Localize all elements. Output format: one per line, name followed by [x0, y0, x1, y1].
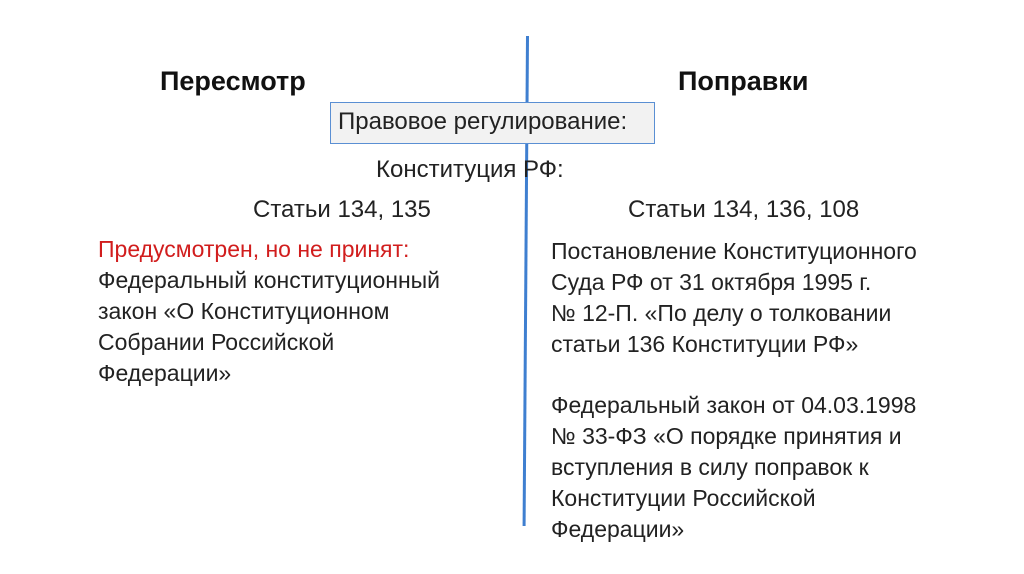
revision-line: Собрании Российской [98, 329, 335, 355]
heading-amendments: Поправки [678, 66, 809, 96]
resolution-line: Суда РФ от 31 октября 1995 г. [551, 269, 872, 295]
law-line: Конституции Российской [551, 485, 816, 511]
federal-law-paragraph [551, 390, 991, 545]
revision-status: Предусмотрен, но не принят: [98, 236, 410, 262]
revision-line: Федерации» [98, 360, 232, 386]
resolution-line: статьи 136 Конституции РФ» [551, 331, 859, 357]
resolution-line: № 12-П. «По делу о толковании [551, 300, 892, 326]
heading-revision: Пересмотр [160, 66, 306, 96]
revision-line: Федеральный конституционный [98, 267, 441, 293]
law-line: № 33-ФЗ «О порядке принятия и [551, 423, 902, 449]
articles-right: Статьи 134, 136, 108 [628, 196, 860, 223]
revision-text-block [98, 234, 518, 389]
constitution-label: Конституция РФ: [376, 156, 564, 183]
law-line: Федеральный закон от 04.03.1998 [551, 392, 917, 418]
articles-left: Статьи 134, 135 [253, 196, 431, 223]
court-resolution-paragraph [551, 236, 991, 360]
regulation-label: Правовое регулирование: [338, 108, 628, 135]
law-line: Федерации» [551, 516, 685, 542]
amendments-text-block [551, 236, 991, 545]
law-line: вступления в силу поправок к [551, 454, 869, 480]
revision-line: закон «О Конституционном [98, 298, 390, 324]
resolution-line: Постановление Конституционного [551, 238, 917, 264]
